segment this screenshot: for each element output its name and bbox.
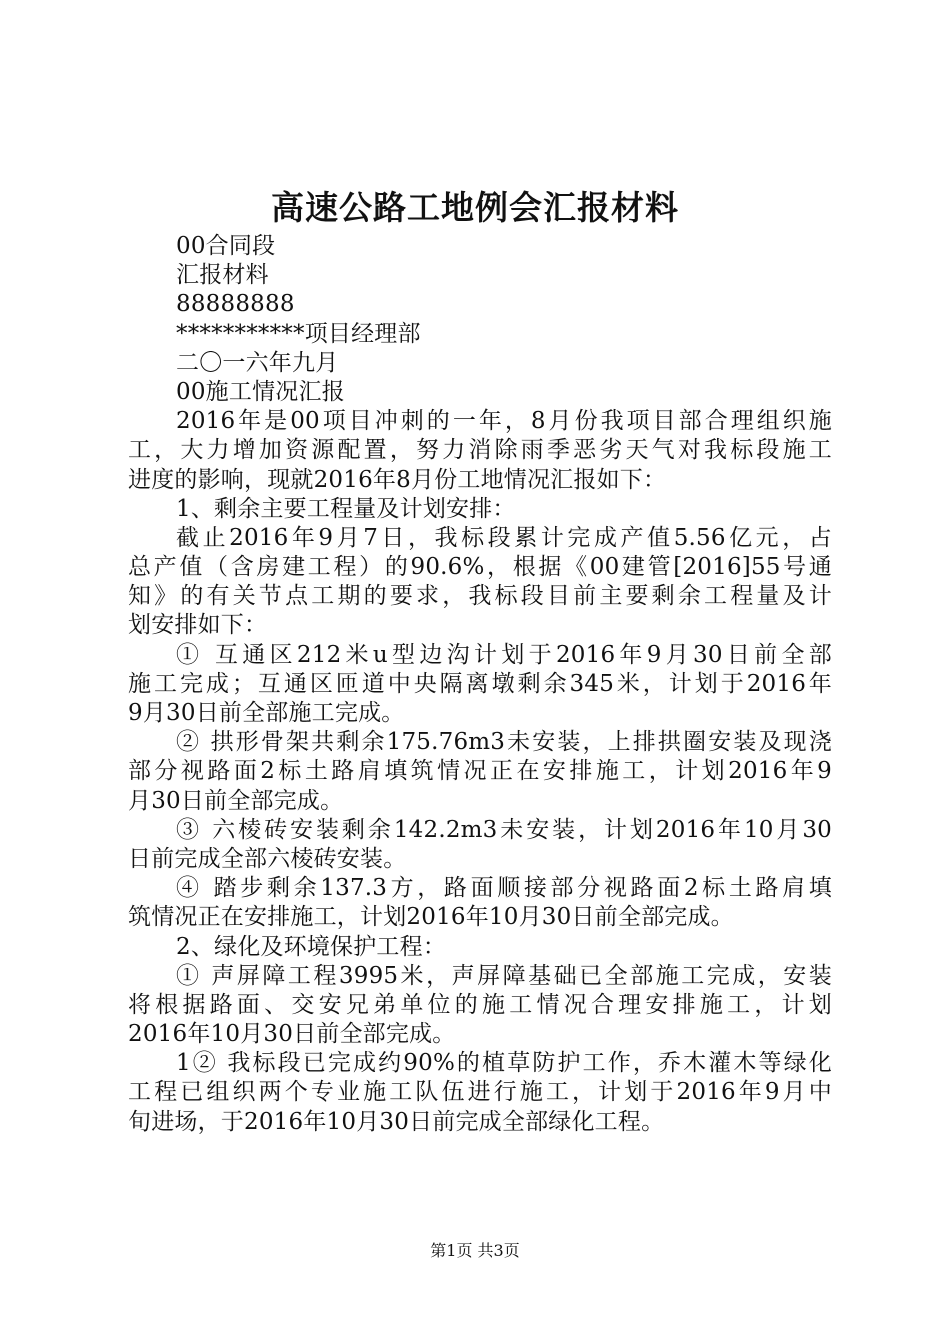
text-line: 二〇一六年九月 bbox=[176, 349, 339, 376]
text-line: 月30日前全部完成。 bbox=[128, 787, 344, 814]
text-line: 工程已组织两个专业施工队伍进行施工，计划于2016年9月中 bbox=[128, 1079, 832, 1106]
document-body bbox=[128, 232, 832, 1137]
text-line: 知》的有关节点工期的要求，我标段目前主要剩余工程量及计 bbox=[128, 583, 832, 610]
page-title: 高速公路工地例会汇报材料 bbox=[271, 188, 679, 227]
text-line: 将根据路面、交安兄弟单位的施工情况合理安排施工，计划 bbox=[128, 991, 832, 1018]
text-line: 日前完成全部六棱砖安装。 bbox=[128, 845, 407, 872]
text-line: 2016年10月30日前全部完成。 bbox=[128, 1021, 456, 1048]
text-line: 汇报材料 bbox=[176, 262, 269, 289]
text-line: 9月30日前全部施工完成。 bbox=[128, 700, 405, 726]
text-line: 1② 我标段已完成约90%的植草防护工作，乔木灌木等绿化 bbox=[176, 1050, 832, 1077]
text-line: 2、绿化及环境保护工程： bbox=[176, 933, 447, 960]
text-line: 88888888 bbox=[176, 291, 295, 318]
text-line: 工，大力增加资源配置，努力消除雨季恶劣天气对我标段施工 bbox=[128, 437, 832, 464]
text-line: 00施工情况汇报 bbox=[176, 378, 345, 405]
text-line: 划安排如下： bbox=[128, 612, 268, 639]
text-line: 部分视路面2标土路肩填筑情况正在安排施工，计划2016年9 bbox=[128, 758, 832, 785]
page-number: 第1页 共3页 bbox=[430, 1241, 520, 1260]
text-line: 筑情况正在安排施工，计划2016年10月30日前全部完成。 bbox=[128, 904, 734, 931]
text-line: 00合同段 bbox=[176, 233, 276, 259]
text-line: ① 声屏障工程3995米，声屏障基础已全部施工完成，安装 bbox=[176, 962, 832, 989]
text-line: 截止2016年9月7日，我标段累计完成产值5.56亿元，占 bbox=[176, 524, 832, 551]
text-line: 进度的影响，现就2016年8月份工地情况汇报如下： bbox=[128, 466, 667, 493]
text-line: 1、剩余主要工程量及计划安排： bbox=[176, 495, 516, 522]
text-line: ② 拱形骨架共剩余175.76m3未安装，上排拱圈安装及现浇 bbox=[176, 729, 832, 756]
text-line: ***********项目经理部 bbox=[176, 320, 421, 347]
text-line: ① 互通区212米u型边沟计划于2016年9月30日前全部 bbox=[176, 641, 832, 668]
text-line: ④ 踏步剩余137.3方，路面顺接部分视路面2标土路肩填 bbox=[176, 875, 832, 902]
text-line: 施工完成；互通区匝道中央隔离墩剩余345米，计划于2016年 bbox=[128, 670, 832, 697]
text-line: ③ 六棱砖安装剩余142.2m3未安装，计划2016年10月30 bbox=[176, 816, 832, 843]
text-line: 旬进场，于2016年10月30日前完成全部绿化工程。 bbox=[128, 1108, 665, 1135]
text-line: 总产值（含房建工程）的90.6%，根据《00建管[2016]55号通 bbox=[128, 554, 832, 581]
text-line: 2016年是00项目冲刺的一年，8月份我项目部合理组织施 bbox=[176, 408, 832, 435]
